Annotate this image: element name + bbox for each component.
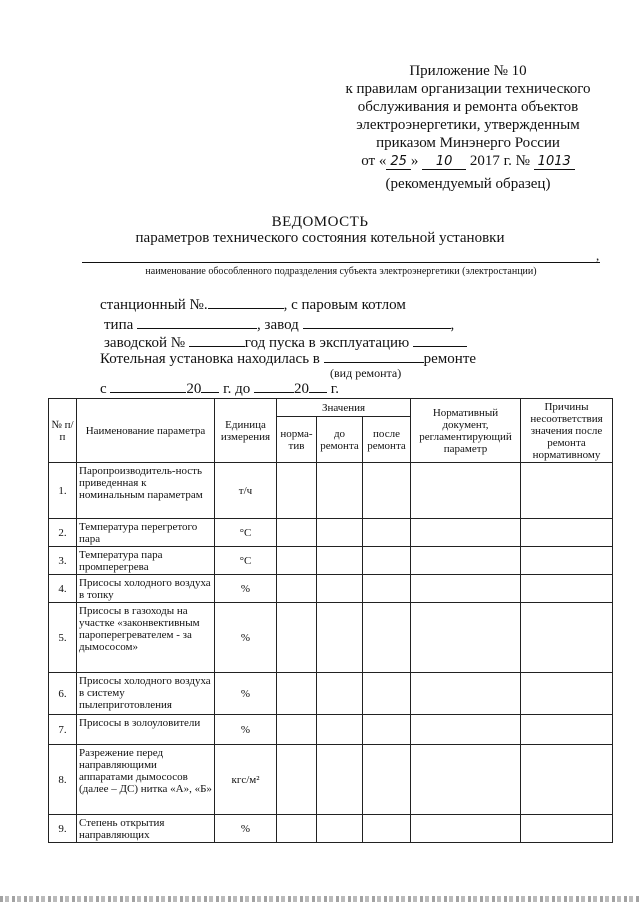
appendix-line: приказом Минэнерго России bbox=[376, 135, 560, 151]
cell-doc[interactable] bbox=[411, 673, 521, 715]
row-unit: °С bbox=[215, 547, 277, 575]
cell-norm[interactable] bbox=[277, 603, 317, 673]
row-num: 2. bbox=[49, 519, 77, 547]
cell-after[interactable] bbox=[363, 463, 411, 519]
period-line: с 20 г. до 20 г. bbox=[100, 381, 339, 397]
start-year-field[interactable] bbox=[413, 334, 467, 347]
row-name: Температура пара промперегрева bbox=[77, 547, 215, 575]
cell-norm[interactable] bbox=[277, 519, 317, 547]
cell-norm[interactable] bbox=[277, 463, 317, 519]
cell-after[interactable] bbox=[363, 673, 411, 715]
row-unit: % bbox=[215, 715, 277, 745]
document-title: ВЕДОМОСТЬ bbox=[271, 214, 369, 230]
cell-doc[interactable] bbox=[411, 463, 521, 519]
cell-before[interactable] bbox=[317, 745, 363, 815]
row-unit: °С bbox=[215, 519, 277, 547]
cell-after[interactable] bbox=[363, 603, 411, 673]
row-num: 5. bbox=[49, 603, 77, 673]
serial-line: заводской № год пуска в эксплуатацию bbox=[104, 334, 467, 352]
repair-kind-field[interactable] bbox=[324, 350, 424, 363]
row-unit: % bbox=[215, 815, 277, 843]
appendix-block bbox=[330, 62, 606, 170]
header-reasons: Причины несоответствия значения после ремонта нормативному bbox=[521, 399, 613, 463]
cell-reasons[interactable] bbox=[521, 745, 613, 815]
cell-doc[interactable] bbox=[411, 519, 521, 547]
cell-before[interactable] bbox=[317, 463, 363, 519]
cell-norm[interactable] bbox=[277, 815, 317, 843]
cell-norm[interactable] bbox=[277, 745, 317, 815]
order-number: 1013 bbox=[534, 154, 575, 170]
cell-norm[interactable] bbox=[277, 715, 317, 745]
cell-before[interactable] bbox=[317, 547, 363, 575]
row-unit: % bbox=[215, 575, 277, 603]
row-name: Паропроизводитель-ность приведенная к номинальным параметрам bbox=[77, 463, 215, 519]
installation-line: Котельная установка находилась в ремонте bbox=[100, 351, 477, 367]
cell-doc[interactable] bbox=[411, 575, 521, 603]
from-date-field[interactable] bbox=[110, 380, 186, 393]
header-norm: норма-тив bbox=[277, 417, 317, 463]
cell-after[interactable] bbox=[363, 715, 411, 745]
cell-before[interactable] bbox=[317, 673, 363, 715]
row-num: 9. bbox=[49, 815, 77, 843]
cell-reasons[interactable] bbox=[521, 673, 613, 715]
table-row bbox=[49, 673, 613, 715]
cell-norm[interactable] bbox=[277, 673, 317, 715]
cell-reasons[interactable] bbox=[521, 547, 613, 575]
cell-reasons[interactable] bbox=[521, 575, 613, 603]
cell-after[interactable] bbox=[363, 575, 411, 603]
row-name: Степень открытия направляющих bbox=[77, 815, 215, 843]
cell-doc[interactable] bbox=[411, 815, 521, 843]
cell-before[interactable] bbox=[317, 603, 363, 673]
cell-norm[interactable] bbox=[277, 575, 317, 603]
cell-doc[interactable] bbox=[411, 715, 521, 745]
cell-reasons[interactable] bbox=[521, 463, 613, 519]
appendix-line: электроэнергетики, утвержденным bbox=[356, 117, 580, 133]
header-name: Наименование параметра bbox=[77, 399, 215, 463]
cell-reasons[interactable] bbox=[521, 815, 613, 843]
sample-note: (рекомендуемый образец) bbox=[385, 176, 551, 192]
appendix-line: Приложение № 10 bbox=[409, 63, 527, 79]
subdivision-fill-line[interactable] bbox=[82, 262, 600, 263]
table-row bbox=[49, 519, 613, 547]
row-unit: % bbox=[215, 603, 277, 673]
scan-edge-noise bbox=[0, 896, 640, 902]
plant-field[interactable] bbox=[303, 316, 451, 329]
table-header-row bbox=[49, 399, 613, 417]
table-row bbox=[49, 575, 613, 603]
table-row bbox=[49, 547, 613, 575]
to-year-field[interactable] bbox=[309, 380, 327, 393]
cell-before[interactable] bbox=[317, 519, 363, 547]
line-comma: , bbox=[596, 248, 600, 263]
order-month: 10 bbox=[422, 154, 466, 170]
header-values: Значения bbox=[277, 399, 411, 417]
row-name: Присосы в газоходы на участке «законвективным пароперегревателем - за дымососом» bbox=[77, 603, 215, 673]
repair-kind-caption: (вид ремонта) bbox=[330, 366, 402, 380]
to-date-field[interactable] bbox=[254, 380, 294, 393]
subdivision-caption: наименование обособленного подразделения субъекта электроэнергетики (электростанции) bbox=[145, 266, 537, 277]
cell-before[interactable] bbox=[317, 575, 363, 603]
header-after: после ремонта bbox=[363, 417, 411, 463]
header-unit: Единица измерения bbox=[215, 399, 277, 463]
cell-after[interactable] bbox=[363, 547, 411, 575]
table-row bbox=[49, 603, 613, 673]
header-doc: Нормативный документ, регламентирующий параметр bbox=[411, 399, 521, 463]
appendix-line: к правилам организации технического bbox=[345, 81, 591, 97]
cell-reasons[interactable] bbox=[521, 603, 613, 673]
table-row bbox=[49, 815, 613, 843]
row-num: 6. bbox=[49, 673, 77, 715]
cell-reasons[interactable] bbox=[521, 715, 613, 745]
document-subtitle: параметров технического состояния котельной установки bbox=[135, 230, 505, 246]
cell-before[interactable] bbox=[317, 815, 363, 843]
row-unit: т/ч bbox=[215, 463, 277, 519]
header-num: № п/п bbox=[49, 399, 77, 463]
row-num: 3. bbox=[49, 547, 77, 575]
order-date-line: от « 25 » 10 2017 г. № 1013 bbox=[330, 152, 606, 170]
station-number-field[interactable] bbox=[208, 296, 284, 309]
cell-doc[interactable] bbox=[411, 603, 521, 673]
row-num: 1. bbox=[49, 463, 77, 519]
header-before: до ремонта bbox=[317, 417, 363, 463]
from-year-field[interactable] bbox=[201, 380, 219, 393]
table-row bbox=[49, 715, 613, 745]
cell-doc[interactable] bbox=[411, 745, 521, 815]
row-name: Присосы холодного воздуха в систему пылеприготовления bbox=[77, 673, 215, 715]
station-line: станционный №. , с паровым котлом bbox=[100, 297, 406, 313]
appendix-line: обслуживания и ремонта объектов bbox=[357, 99, 579, 115]
order-day: 25 bbox=[386, 154, 411, 170]
row-name: Разрежение перед направляющими аппаратами дымососов (далее – ДС) нитка «А», «Б» bbox=[77, 745, 215, 815]
row-num: 8. bbox=[49, 745, 77, 815]
type-field[interactable] bbox=[137, 316, 257, 329]
cell-after[interactable] bbox=[363, 519, 411, 547]
cell-after[interactable] bbox=[363, 745, 411, 815]
row-name: Температура перегретого пара bbox=[77, 519, 215, 547]
parameters-table bbox=[48, 398, 613, 843]
cell-norm[interactable] bbox=[277, 547, 317, 575]
row-unit: кгс/м² bbox=[215, 745, 277, 815]
serial-field[interactable] bbox=[189, 334, 245, 347]
type-line: типа , завод , bbox=[104, 317, 455, 333]
row-name: Присосы в золоуловители bbox=[77, 715, 215, 745]
row-unit: % bbox=[215, 673, 277, 715]
row-num: 4. bbox=[49, 575, 77, 603]
cell-reasons[interactable] bbox=[521, 519, 613, 547]
cell-doc[interactable] bbox=[411, 547, 521, 575]
table-row bbox=[49, 745, 613, 815]
cell-before[interactable] bbox=[317, 715, 363, 745]
row-name: Присосы холодного воздуха в топку bbox=[77, 575, 215, 603]
row-num: 7. bbox=[49, 715, 77, 745]
table-row bbox=[49, 463, 613, 519]
cell-after[interactable] bbox=[363, 815, 411, 843]
